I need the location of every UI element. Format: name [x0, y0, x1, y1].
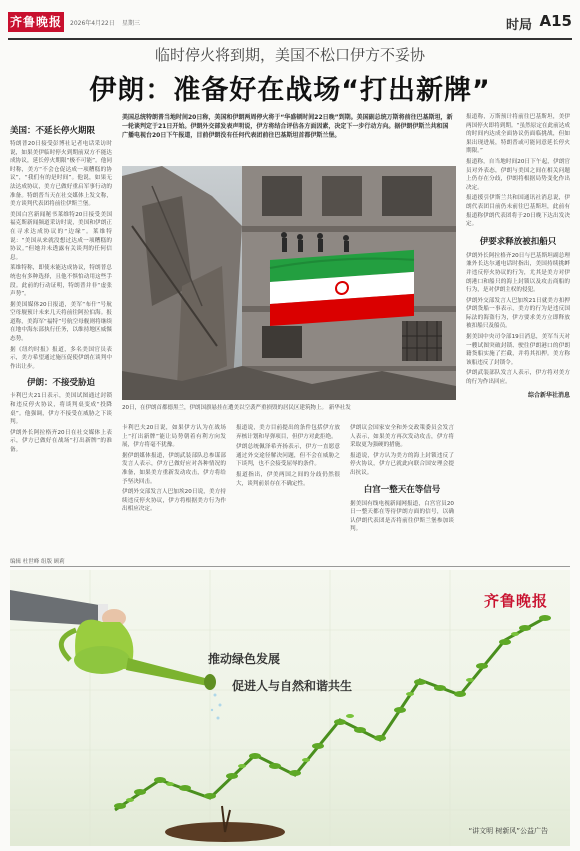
right-para: 伊朗外交部发言人巴加埃21日就美方扣押伊朗货船一事表示，美方的行为是违反国际法的海盗行为，伊方要求美方立即释放被扣船只及船员。: [466, 297, 570, 330]
left-para: 卡利巴夫21日表示，美国试图通过封锁和违反停火协议，将谈判桌变成“投降桌”。他强调，伊方不接受在威胁之下谈判。: [10, 393, 112, 426]
middle-para: 报道说，美方目前提出的条件包括伊方放弃核计划和导弹项目，但伊方对此拒绝。: [236, 425, 340, 440]
right-para: 据美国中央司令部19日消息，美军当天对一艘试图突破封锁、驶往伊朗港口的伊朗籍货船实施了拦截，并将其扣押。美方称该船违反了封锁令。: [466, 334, 570, 366]
headline-title: 伊朗：准备好在战场“打出新牌”: [89, 75, 491, 106]
middle-para: 报道指出，伊美两国之间的分歧仍然很大，谈判前景存在不确定性。: [236, 471, 340, 487]
right-heading-2: 伊要求释放被扣船只: [479, 236, 557, 247]
footer-rule: [10, 566, 570, 567]
issue-date: 2026年4月22日: [70, 20, 115, 27]
left-heading-2: 伊朗：不接受胁迫: [26, 378, 95, 389]
masthead-logo: 齐鲁晚报: [8, 12, 64, 32]
left-para: 据美国媒体20日报道，美军“布什”号航空母舰预计未来几天将前往阿拉伯海。报道称，美海军“福特”号航空母舰则将继续在地中海东部执行任务，以维持地区威慑态势。: [10, 301, 112, 343]
right-para: 报道称，自当地时间20日下午起，伊朗官员对外表态，伊朗与美国之间在相关问题上仍存在分歧，伊朗将根据局势变化作出决定。: [466, 158, 570, 191]
middle-column-3: [350, 424, 454, 536]
ad-headline-1: 推动绿色发展: [208, 652, 281, 666]
left-para: 伊朗外长阿拉格齐20日在社交媒体上表示，伊方已做好在战场“打出新牌”的准备。: [10, 429, 112, 453]
left-para: 特朗普20日接受彭博社记者电话采访时说，如果美伊临时停火到期前双方不能达成协议，延长停火期限“极不可能”。他同时称，美方“不会仓促达成一项糟糕的协议”，“我们有的是时间”。他说，如果无法达成协议，美方已做好重启军事行动的准备。特朗普当天在社交媒体上发文称，美方谈判代表团将前往伊斯兰堡。: [10, 141, 112, 208]
middle-column-1: [122, 424, 226, 516]
middle-para: 伊朗总统佩泽希齐扬表示，伊方一直愿意通过外交途径解决问题，但不会在威胁之下谈判，也不会接受屈辱的条件。: [236, 444, 340, 468]
middle-para: 伊朗外交部发言人巴加埃20日说，美方持续违反停火协议，伊方将根据美方行为作出相应决定。: [122, 489, 226, 513]
ad-masthead-logo: 齐鲁晚报: [483, 592, 548, 610]
headline-subtitle: 临时停火将到期，美国不松口伊方不妥协: [154, 46, 425, 64]
news-photo: [122, 166, 456, 400]
iran-flag-icon: [270, 250, 414, 326]
middle-para: 据美国有线电视新闻网报道，白宫官员20日一整天都在等待伊朗方面的信号，以确认伊朗代表团是否将前往伊斯兰堡参加谈判。: [350, 500, 454, 533]
lead-paragraph: 美国总统特朗普当地时间20日称，美国和伊朗两周停火将于“华盛顿时间22日晚”到期。美国副总统万斯将前往巴基斯坦，新一轮谈判定于21日开始。伊朗外交部发表声明说，伊方将结合评估各方面因素，决定下一步行动方向。据伊朗伊斯兰共和国广播电视台20日下午报道，目前伊朗没有任何代表团前往巴基斯坦首都伊斯兰堡。: [122, 114, 453, 139]
issue-weekday: 星期三: [122, 20, 141, 27]
middle-para: 伊朗议会国家安全和外交政策委员会发言人表示，如果美方再次发动攻击，伊方将采取更为强硬的措施。: [350, 425, 454, 449]
right-para: 伊朗外长阿拉格齐20日与巴基斯坦副总理兼外长达尔通电话时指出，美国持续挑衅并违反停火协议的行为，尤其是美方对伊朗港口和船只的海上封锁以及攻击商船的行为，是对伊朗主权的侵犯。: [466, 252, 570, 294]
left-para: 莱维特称，即使未能达成协议，特朗普总统也有多种选择，且他不惧怕动用这些手段。此前的行动证明，特朗普并非“虚张声势”。: [10, 265, 112, 298]
public-service-ad: [10, 570, 570, 846]
ad-slogan: “讲文明 树新风”公益广告: [468, 827, 548, 835]
left-column: [10, 124, 112, 457]
middle-column-2: [236, 424, 340, 490]
right-para: 伊朗武装部队发言人表示，伊方将对美方的行为作出回应。: [466, 370, 570, 386]
right-para: 报道称，万斯预计将前往巴基斯坦，美伊两国停火即将到期。“虽然原定在此前达成的时间内达成全面协议仍面临挑战，但如果出现进展，特朗普或可能同意延长停火期限。”: [466, 114, 570, 155]
middle-para: 据伊朗媒体报道，伊朗武装部队总参谋部发言人表示，伊方已做好应对各种情况的准备，如果美方重新发动攻击，伊方将给予坚决回击。: [122, 452, 226, 485]
right-para: 报道援引伊斯兰共和国通讯社消息说，伊朗代表团目前仍未前往巴基斯坦，此前有报道称伊朗代表团将于20日晚下达出发决定。: [466, 195, 570, 228]
left-para: 美国白宫新闻秘书莱维特20日接受美国福克斯新闻频道采访时说，美国和伊朗正在寻求达成协议的“边缘”。莱维特说：“美国从来就没想过达成一项糟糕的协议。”但她并未透露有关谈判的任何信息。: [10, 211, 112, 261]
photo-caption: 20日，在伊朗首都德黑兰，伊朗国旗悬挂在遭美以空袭严重损毁的居民区建筑物上。 新华社发: [122, 405, 351, 411]
page-header: [8, 6, 572, 36]
right-column: [466, 113, 570, 399]
middle-heading: 白宫一整天在等信号: [363, 484, 441, 495]
section-name: 时局: [505, 18, 532, 33]
left-heading-1: 美国：不延长停火期限: [10, 126, 96, 136]
ad-illustration: [10, 570, 570, 846]
growing-plant-icon: [114, 615, 551, 810]
ad-headline-2: 促进人与自然和谐共生: [232, 679, 353, 693]
source-credit: 综合新华社消息: [527, 391, 570, 399]
middle-para: 报道说，伊方认为美方的海上封锁违反了停火协议，伊方已就此向联合国安理会提出抗议。: [350, 452, 454, 476]
editor-credits: 编辑 杜世峰 组版 顾莉: [10, 559, 65, 565]
middle-para: 卡利巴夫20日说，如果伊方认为在战场上“打出新牌”能让局势朝着有利方向发展，伊方将毫不犹豫。: [122, 425, 226, 449]
page-number: A15: [539, 12, 572, 30]
damaged-building-with-flag-image: [122, 166, 456, 400]
left-para: 据《纽约时报》报道，多名美国官员表示，美方希望通过施压促使伊朗在谈判中作出让步。: [10, 346, 112, 370]
header-rule: [8, 38, 572, 40]
